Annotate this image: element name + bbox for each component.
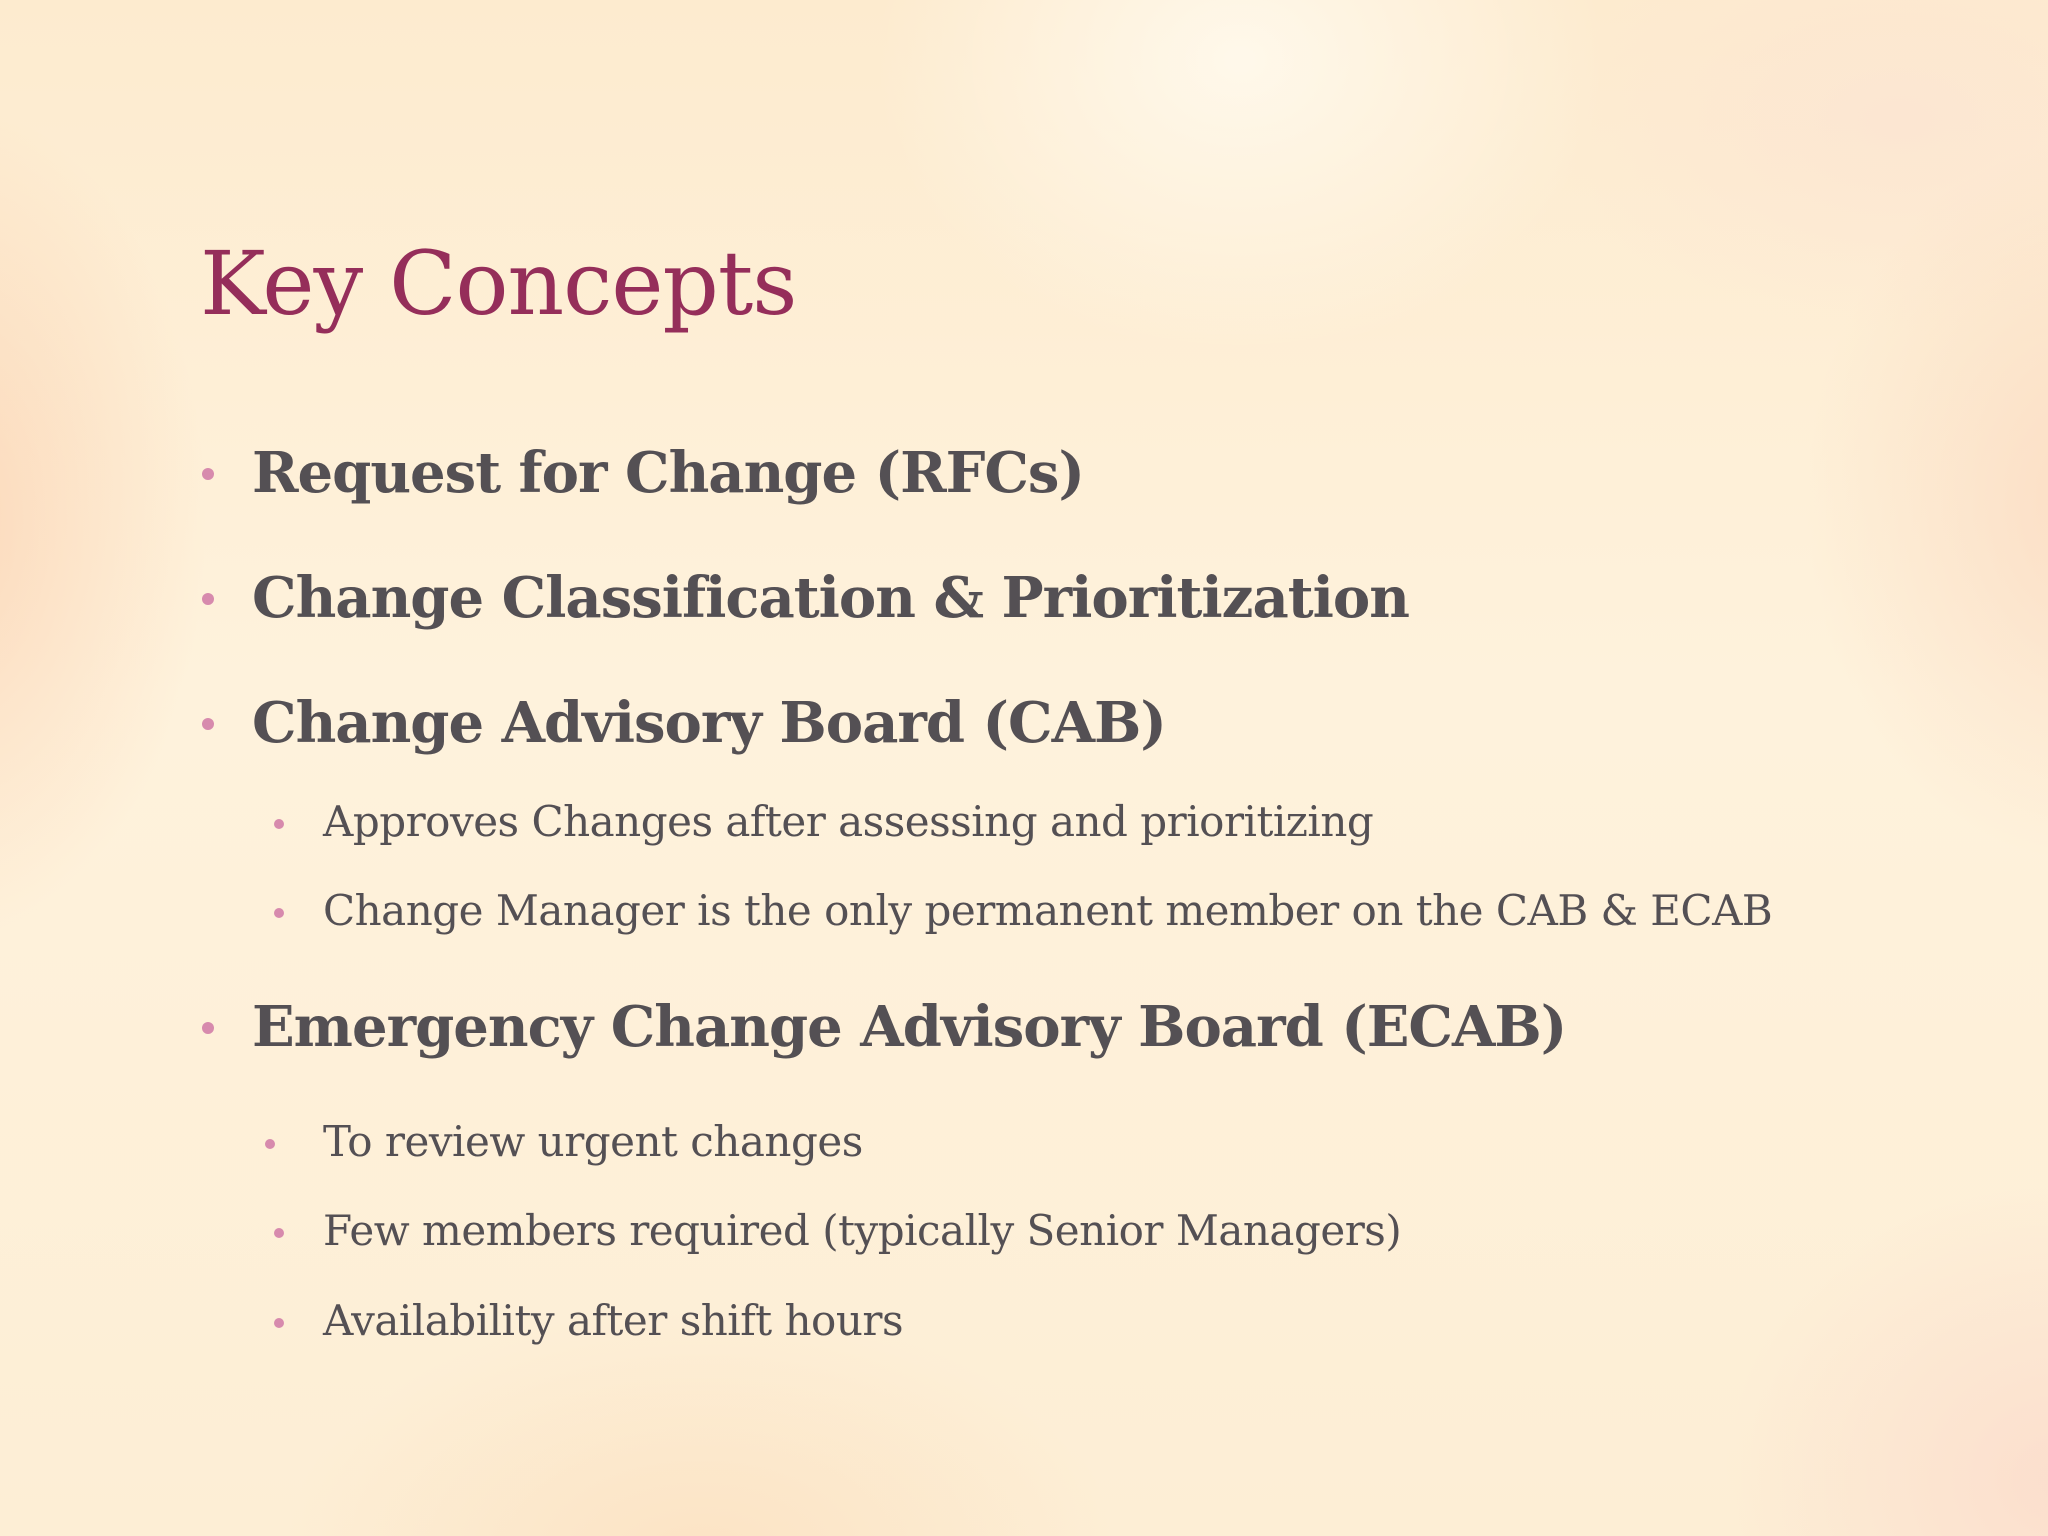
bullet-text: Emergency Change Advisory Board (ECAB) (252, 994, 1567, 1060)
bullet-dot-icon (274, 819, 284, 829)
bullet-dot-icon (202, 593, 214, 605)
sub-bullet-text: Availability after shift hours (323, 1296, 904, 1345)
bullet-dot-icon (274, 908, 284, 918)
bullet-text: Change Advisory Board (CAB) (252, 690, 1166, 756)
sub-bullet-item (323, 1294, 903, 1348)
sub-bullet-text: Change Manager is the only permanent member on the CAB & ECAB (323, 886, 1773, 935)
bullet-dot-icon (274, 1228, 284, 1238)
sub-bullet-item (323, 795, 1373, 849)
bullet-item-ecab (252, 992, 1566, 1062)
sub-bullet-item (323, 1115, 863, 1169)
bullet-item-cab (252, 688, 1166, 758)
sub-bullet-text: Few members required (typically Senior Managers) (323, 1206, 1402, 1255)
bullet-text: Request for Change (RFCs) (252, 440, 1084, 506)
slide-title: Key Concepts (200, 232, 797, 335)
bullet-dot-icon (202, 1022, 214, 1034)
bullet-dot-icon (274, 1318, 284, 1328)
bullet-item-rfc (252, 438, 1084, 508)
sub-bullet-item (323, 884, 1772, 938)
sub-bullet-item (323, 1204, 1401, 1258)
sub-bullet-text: Approves Changes after assessing and prioritizing (323, 797, 1374, 846)
bullet-dot-icon (202, 468, 214, 480)
bullet-dot-icon (202, 718, 214, 730)
bullet-item-classification (252, 563, 1409, 633)
sub-bullet-text: To review urgent changes (323, 1117, 863, 1166)
bullet-text: Change Classification & Prioritization (252, 565, 1409, 631)
bullet-dot-icon (265, 1139, 275, 1149)
